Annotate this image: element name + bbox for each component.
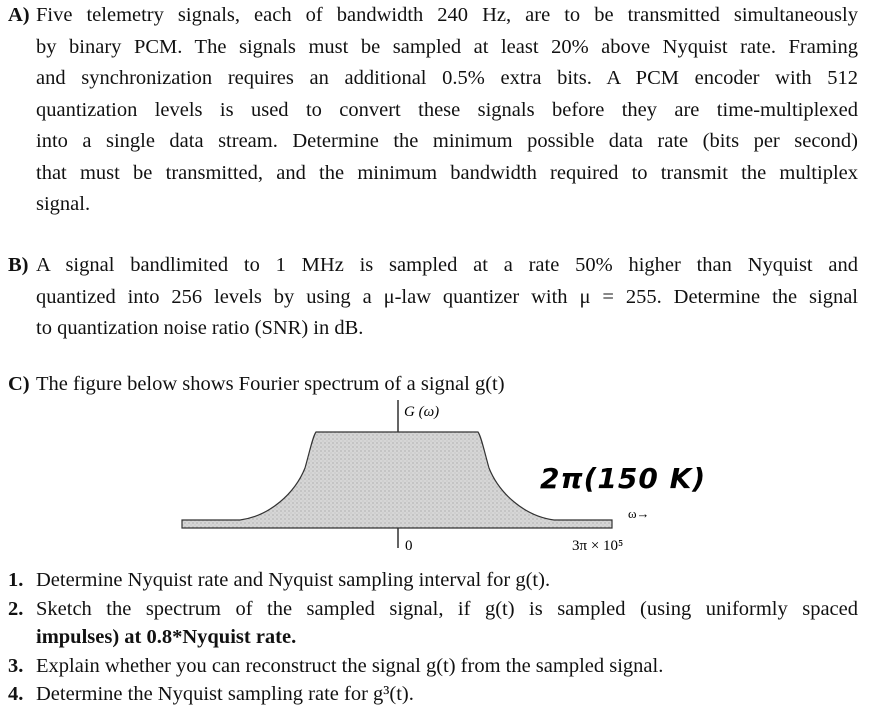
- problem-c-label: C): [8, 373, 30, 395]
- problem-b-line: to quantization noise ratio (SNR) in dB.: [36, 317, 364, 339]
- problem-c: [8, 369, 858, 401]
- question-text: impulses) at 0.8*Nyquist rate.: [36, 626, 297, 648]
- question-text: Explain whether you can reconstruct the signal g(t) from the sampled signal.: [36, 654, 664, 677]
- problem-b-line: A signal bandlimited to 1 MHz is sampled at a rate 50% higher than Nyquist and: [36, 254, 858, 276]
- problem-b-text: [36, 250, 858, 345]
- y-axis-label: G (ω): [404, 404, 440, 420]
- problem-b-line: quantized into 256 levels by using a μ-law quantizer with μ = 255. Determine the signal: [36, 285, 858, 308]
- question-number: 2.: [8, 597, 24, 620]
- problem-a-line: that must be transmitted, and the minimum bandwidth required to transmit the multiplex: [36, 161, 858, 184]
- problem-a-label: A): [8, 4, 30, 26]
- omega-axis-label: ω→: [628, 506, 650, 521]
- question-text: Determine the Nyquist sampling rate for g³(t).: [36, 683, 414, 705]
- problem-c-intro: The figure below shows Fourier spectrum of a signal g(t): [36, 373, 505, 395]
- edge-frequency-label: 3π × 10⁵: [572, 538, 624, 554]
- problem-c-text: [36, 369, 858, 401]
- problem-a-line: signal.: [36, 193, 91, 215]
- problem-a-line: by binary PCM. The signals must be sampled at least 20% above Nyquist rate. Framing: [36, 35, 858, 58]
- question-number: 4.: [8, 683, 24, 705]
- origin-label: 0: [405, 538, 413, 554]
- problem-a-line: quantization levels is used to convert these signals before they are time-multiplexed: [36, 98, 858, 121]
- handwritten-note: 2π(150 K): [540, 462, 707, 495]
- list-item: [8, 652, 858, 681]
- problem-b-label: B): [8, 254, 29, 276]
- list-item: [8, 680, 858, 709]
- question-number: 1.: [8, 569, 24, 591]
- question-list: [8, 566, 858, 709]
- question-number: 3.: [8, 654, 24, 677]
- question-text: Determine Nyquist rate and Nyquist sampling interval for g(t).: [36, 569, 551, 591]
- problem-b: [8, 250, 858, 345]
- problem-a-text: [36, 0, 858, 221]
- problem-a-line: into a single data stream. Determine the minimum possible data rate (bits per second): [36, 130, 858, 152]
- question-text: Sketch the spectrum of the sampled signal, if g(t) is sampled (using uniformly spaced: [36, 597, 858, 620]
- problem-a-line: Five telemetry signals, each of bandwidth 240 Hz, are to be transmitted simultaneously: [36, 4, 858, 26]
- spectrum-figure: [180, 398, 710, 566]
- list-item: [8, 566, 858, 595]
- list-item: [8, 595, 858, 652]
- problem-a: [8, 0, 858, 221]
- problem-a-line: and synchronization requires an additional 0.5% extra bits. A PCM encoder with 512: [36, 67, 858, 89]
